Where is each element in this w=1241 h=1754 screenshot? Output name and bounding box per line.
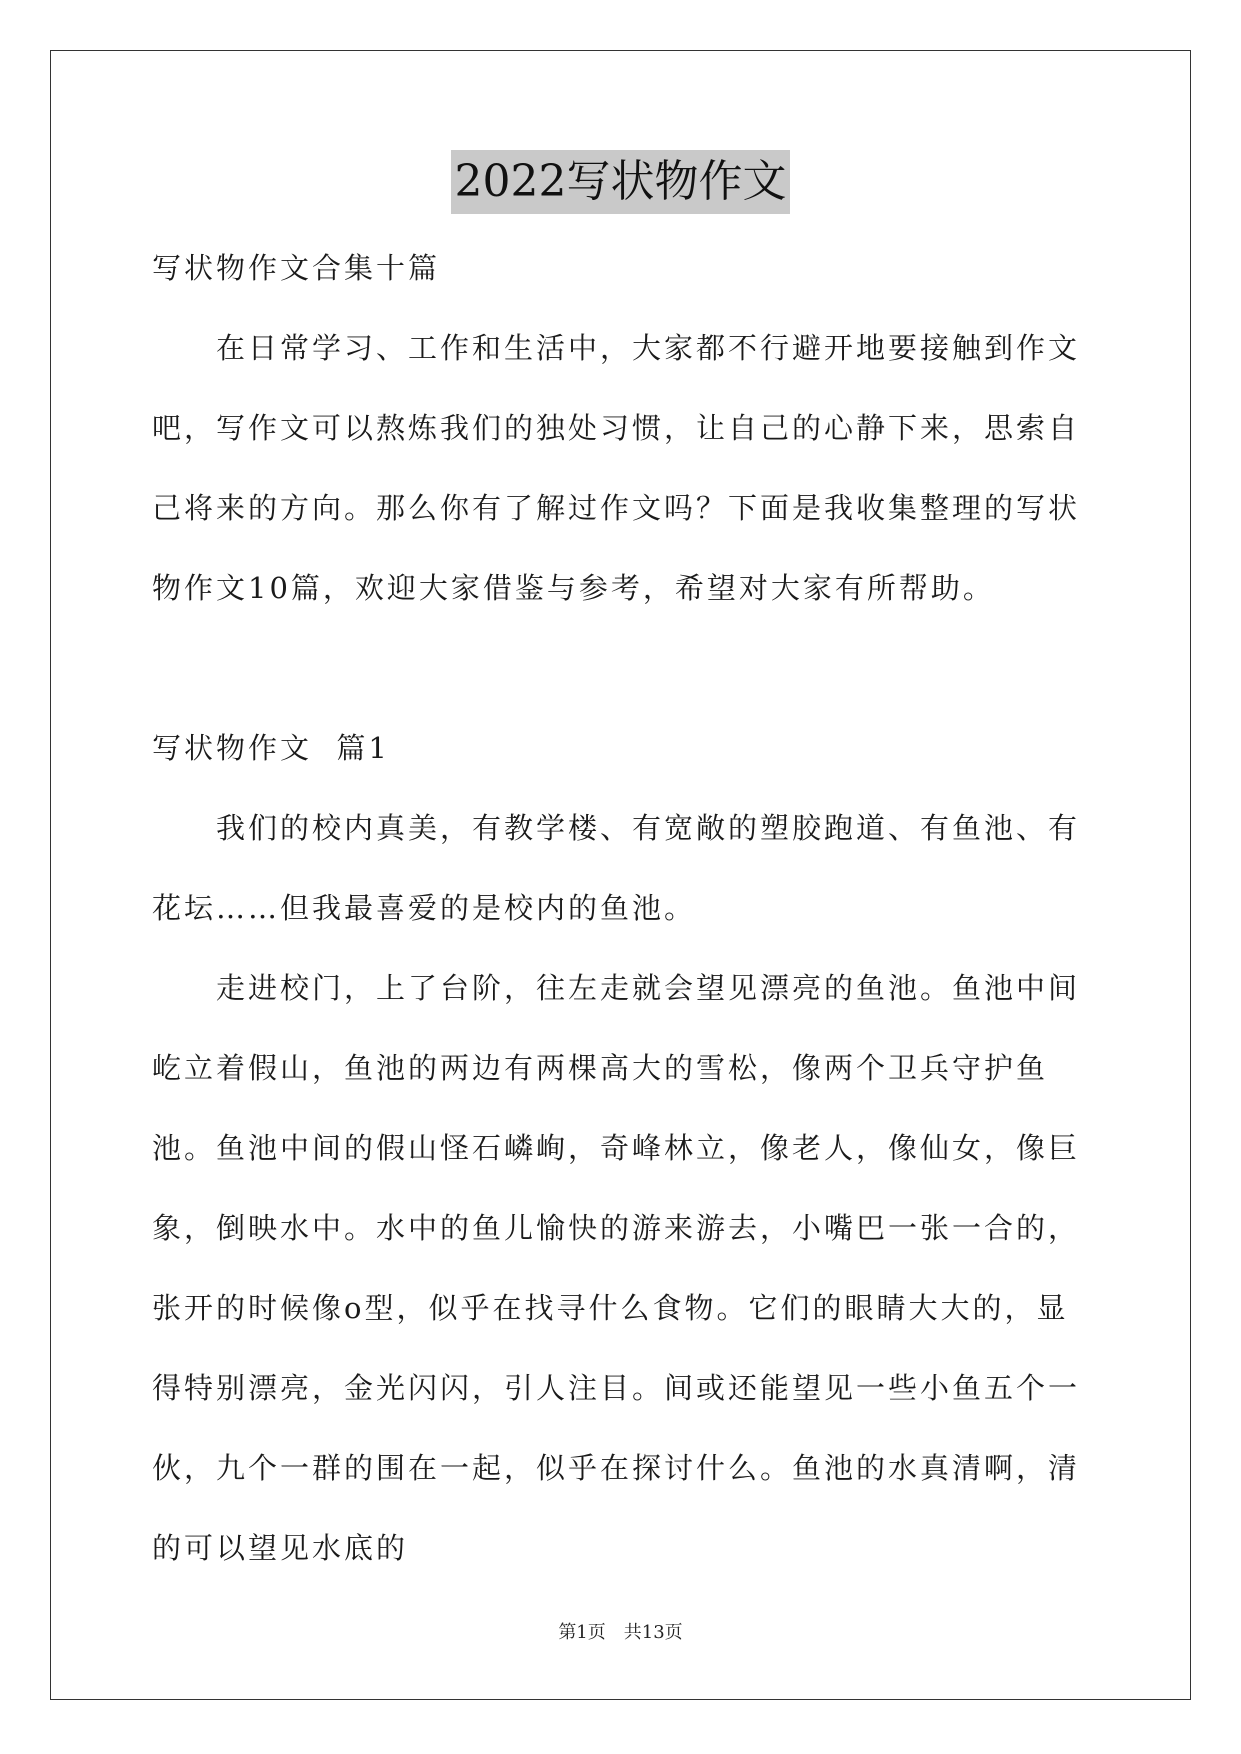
page-number: 第1页 xyxy=(558,1622,606,1643)
intro-paragraph: 在日常学习、工作和生活中，大家都不行避开地要接触到作文吧，写作文可以熬炼我们的独处习惯，让自己的心静下来，思索自己将来的方向。那么你有了解过作文吗？下面是我收集整理的写状物作文10篇，欢迎大家借鉴与参考，希望对大家有所帮助。 xyxy=(152,331,1081,605)
body-paragraph-1: 我们的校内真美，有教学楼、有宽敞的塑胶跑道、有鱼池、有花坛……但我最喜爱的是校内的鱼池。 xyxy=(152,811,1081,925)
document-title: 2022写状物作文 xyxy=(451,150,791,214)
section-spacer xyxy=(152,628,1097,708)
document-subtitle: 写状物作文合集十篇 xyxy=(152,251,441,285)
page-total: 共13页 xyxy=(623,1622,683,1643)
title-container xyxy=(0,150,1241,214)
document-body xyxy=(152,228,1097,1588)
section-heading: 写状物作文 篇1 xyxy=(152,731,390,765)
page-footer xyxy=(0,1618,1241,1644)
body-paragraph-2: 走进校门，上了台阶，往左走就会望见漂亮的鱼池。鱼池中间屹立着假山，鱼池的两边有两棵高大的雪松，像两个卫兵守护鱼池。鱼池中间的假山怪石嶙峋，奇峰林立，像老人，像仙女，像巨象，倒映水中。水中的鱼儿愉快的游来游去，小嘴巴一张一合的，张开的时候像o型，似乎在找寻什么食物。它们的眼睛大大的，显得特别漂亮，金光闪闪，引人注目。间或还能望见一些小鱼五个一伙，九个一群的围在一起，似乎在探讨什么。鱼池的水真清啊，清的可以望见水底的 xyxy=(152,971,1081,1565)
